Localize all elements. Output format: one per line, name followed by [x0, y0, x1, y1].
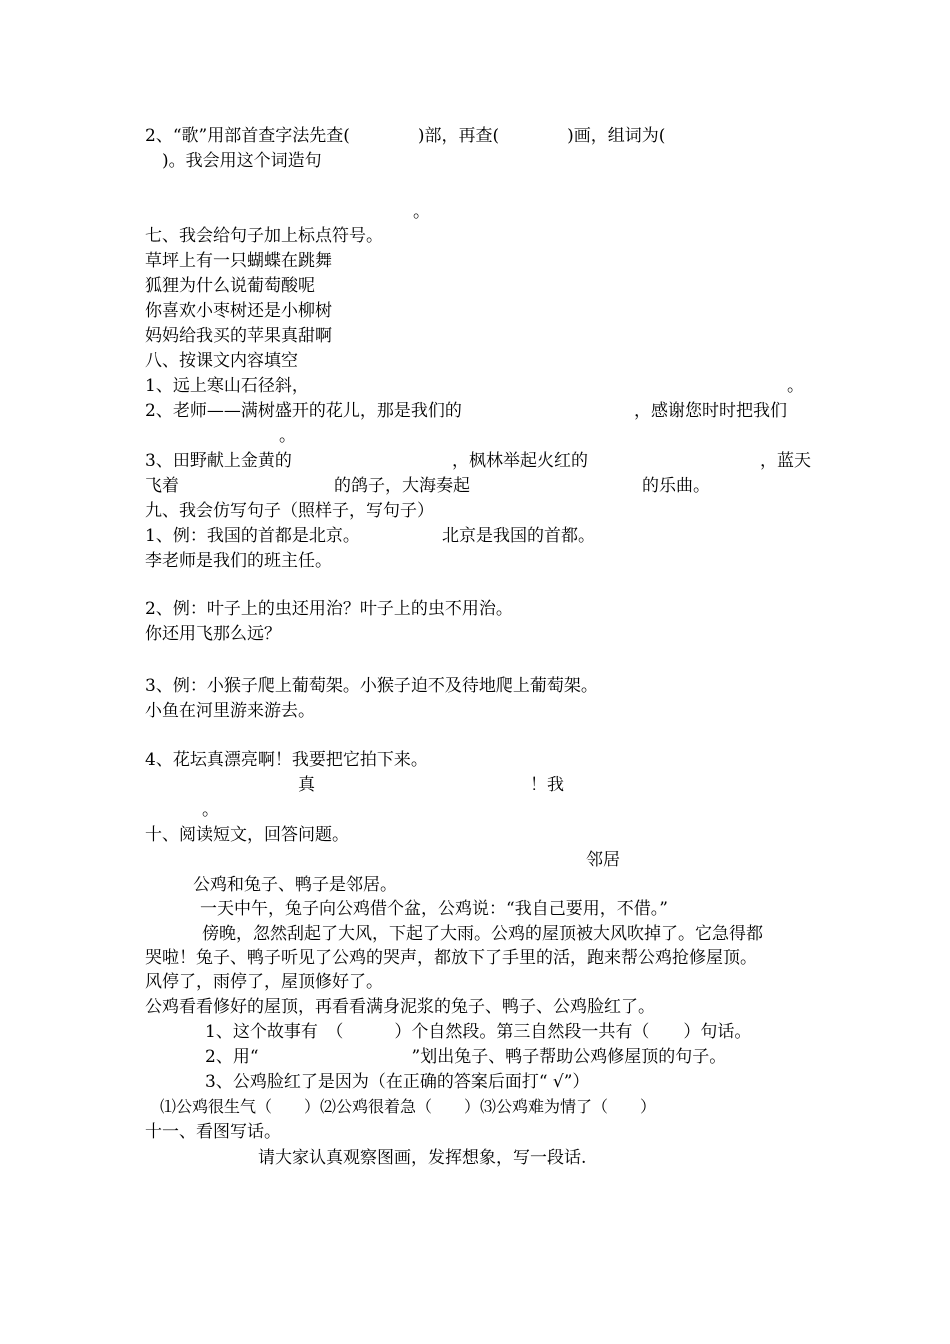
section9-q2-example: 2、例：叶子上的虫还用治？叶子上的虫不用治。 [145, 599, 513, 619]
section8-q3-c: ，蓝天 [760, 451, 811, 471]
section9-title: 九、我会仿写句子（照样子，写句子） [145, 501, 434, 521]
section8-title: 八、按课文内容填空 [145, 351, 298, 371]
q6-2-end-dot: 。 [413, 202, 430, 222]
q6-2-line1: 2、“歌”用部首查字法先查( )部，再查( )画，组词为( [145, 126, 666, 146]
story-title: 邻居 [586, 850, 620, 870]
story-paragraph-1: 公鸡和兔子、鸭子是邻居。 [193, 875, 397, 895]
section8-q3-f: 的乐曲。 [642, 476, 710, 496]
section7-item-4: 妈妈给我买的苹果真甜啊 [145, 326, 332, 346]
section9-q4-end: 。 [202, 800, 219, 820]
section8-q3-e: 的鸽子，大海奏起 [334, 476, 470, 496]
section9-q3-example: 3、例：小猴子爬上葡萄架。小猴子迫不及待地爬上葡萄架。 [145, 676, 598, 696]
section7-item-2: 狐狸为什么说葡萄酸呢 [145, 276, 315, 296]
section10-question-3: 3、公鸡脸红了是因为（在正确的答案后面打“ √”） [205, 1072, 590, 1092]
section8-q3-a: 3、田野献上金黄的 [145, 451, 292, 471]
section8-q3-d: 飞着 [145, 476, 179, 496]
story-paragraph-2: 一天中午，兔子向公鸡借个盆，公鸡说：“我自己要用，不借。” [200, 899, 668, 919]
section8-q3-b: ，枫林举起火红的 [452, 451, 588, 471]
section11-title: 十一、看图写话。 [145, 1122, 281, 1142]
section9-q1-example-b: 北京是我国的首都。 [442, 526, 595, 546]
story-paragraph-4: 公鸡看看修好的屋顶，再看看满身泥浆的兔子、鸭子、公鸡脸红了。 [145, 997, 655, 1017]
story-paragraph-3-cont: 哭啦！兔子、鸭子听见了公鸡的哭声，都放下了手里的活，跑来帮公鸡抢修屋顶。 [145, 948, 757, 968]
section8-q2-a: 2、老师——满树盛开的花儿，那是我们的 [145, 401, 462, 421]
section9-q4-zhen: 真 [298, 775, 315, 795]
section9-q1-example: 1、例：我国的首都是北京。 [145, 526, 360, 546]
section9-q3-task: 小鱼在河里游来游去。 [145, 701, 315, 721]
section8-q2-end: 。 [279, 426, 296, 446]
section10-title: 十、阅读短文，回答问题。 [145, 825, 349, 845]
section9-q2-task: 你还用飞那么远？ [145, 624, 281, 644]
section9-q4-example: 4、花坛真漂亮啊！我要把它拍下来。 [145, 750, 428, 770]
section8-q1-end: 。 [787, 376, 804, 396]
section10-options: ⑴公鸡很生气（ ）⑵公鸡很着急（ ）⑶公鸡难为情了（ ） [160, 1097, 657, 1116]
section9-q1-task: 李老师是我们的班主任。 [145, 551, 332, 571]
story-paragraph-3: 傍晚，忽然刮起了大风，下起了大雨。公鸡的屋顶被大风吹掉了。它急得都 [202, 924, 763, 944]
section8-q2-b: ，感谢您时时把我们 [634, 401, 787, 421]
story-paragraph-3-end: 风停了，雨停了，屋顶修好了。 [145, 972, 383, 992]
section10-question-1: 1、这个故事有 （ ）个自然段。第三自然段一共有（ ）句话。 [205, 1022, 752, 1042]
section7-title: 七、我会给句子加上标点符号。 [145, 226, 383, 246]
section7-item-1: 草坪上有一只蝴蝶在跳舞 [145, 251, 332, 271]
section9-q4-wo: ！我 [530, 775, 564, 795]
q6-2-line2: )。我会用这个词造句 [145, 151, 322, 171]
section8-q1: 1、远上寒山石径斜， [145, 376, 309, 396]
section10-question-2: 2、用“ ”划出兔子、鸭子帮助公鸡修屋顶的句子。 [205, 1047, 727, 1067]
section11-instruction: 请大家认真观察图画，发挥想象，写一段话. [258, 1148, 587, 1168]
section7-item-3: 你喜欢小枣树还是小柳树 [145, 301, 332, 321]
